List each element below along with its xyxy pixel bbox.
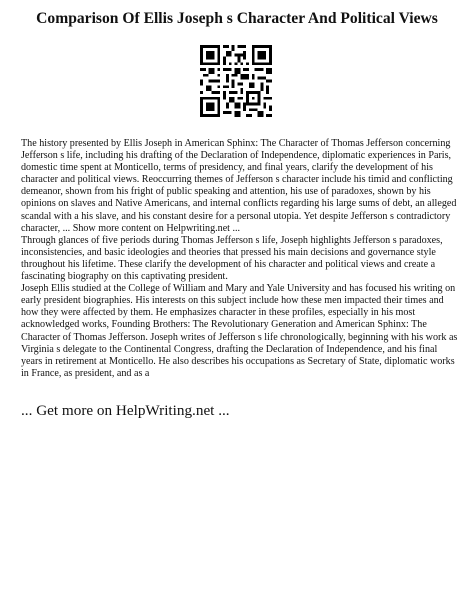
document-title: Comparison Of Ellis Joseph s Character And Political Views xyxy=(36,10,438,27)
body-paragraph-1: The history presented by Ellis Joseph in American Sphinx: The Character of Thomas Jefferson concerning Jefferson s life, including his drafting of the Declaration of Independence, diplomatic experiences in Paris, domestic time spent at Monticello, terms of presidency, and final years, clarify the development of his character and political views. Reoccurring themes of Jefferson s character include his timid and conflicting demeanor, shown from his fright of public speaking and attention, his use of paradoxes, shown by his opinions on slaves and Native Americans, and internal conflicts regarding his large sums of debt, an alleged scandal with a his slave, and his constant desire for a personal utopia. Yet despite Jefferson s contradictory character, ... Show more content on Helpwriting.net ... xyxy=(21,138,457,234)
body-paragraph-3: Joseph Ellis studied at the College of William and Mary and Yale University and has focused his writing on early president biographies. His interests on this subject include how these men impacted their times and how they were affected by them. He emphasizes character in these profiles, especially in his most acknowledged works, Founding Brothers: The Revolutionary Generation and American Sphinx: The Character of Thomas Jefferson. Joseph writes of Jefferson s life chronologically, beginning with his work as Virginia s delegate to the Continental Congress, drafting the Declaration of Independence, and his final years in retirement at Monticello. He also describes his occupations as Secretary of State, diplomatic works in France, as president, and as a xyxy=(21,283,458,379)
document-body xyxy=(21,138,461,380)
get-more-link[interactable]: ... Get more on HelpWriting.net ... xyxy=(21,402,230,419)
body-paragraph-2: Through glances of five periods during Thomas Jefferson s life, Joseph highlights Jefferson s paradoxes, inconsistencies, and basic ideologies and theories that pressed his main decisions and governance style throughout his lifetime. These clarify the development of his character and political views and create a fascinating biography on this captivating president. xyxy=(21,234,443,283)
qr-code-icon xyxy=(200,45,272,117)
